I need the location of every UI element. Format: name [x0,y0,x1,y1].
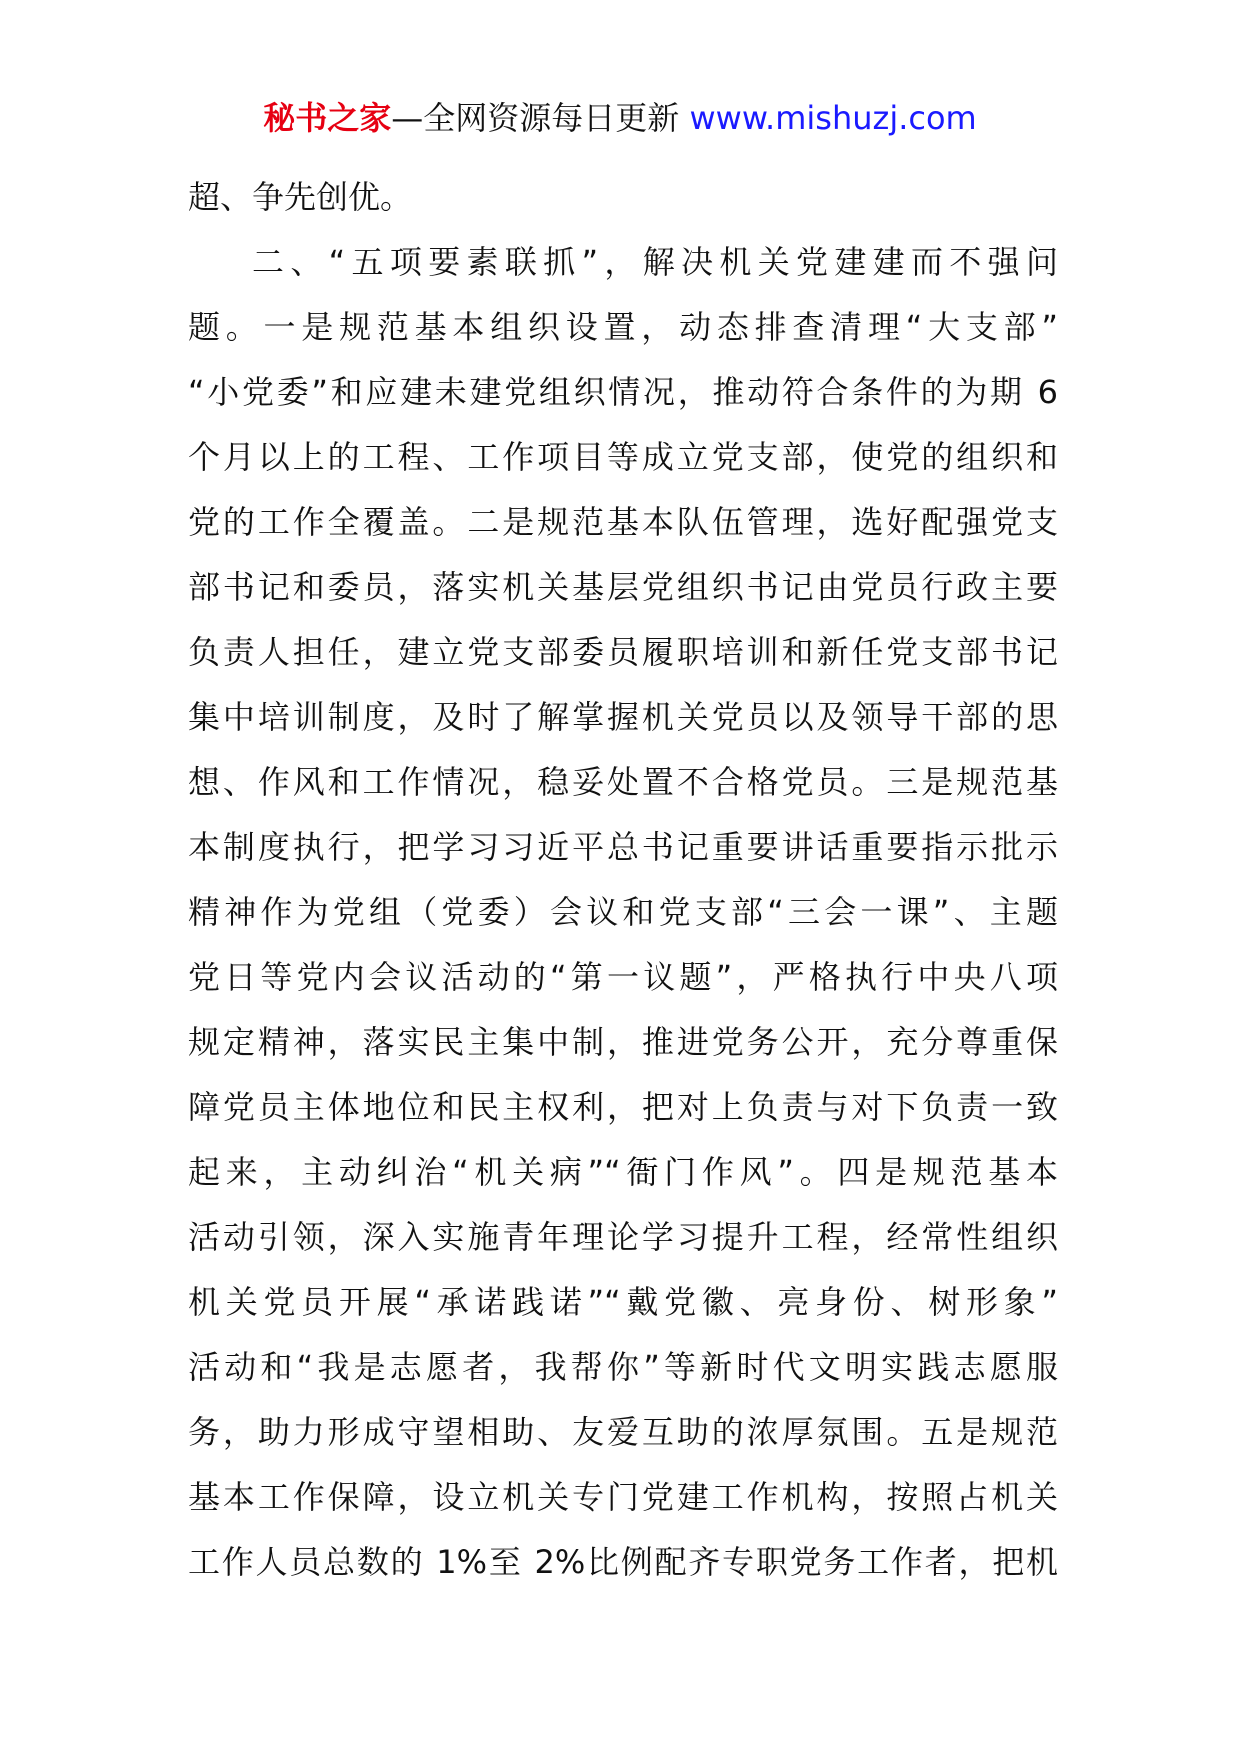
text-line: 起来，主动纠治“机关病”“衙门作风”。四是规范基本 [188,1153,1058,1191]
site-url: www.mishuzj.com [689,99,977,137]
text-line: 活动引领，深入实施青年理论学习提升工程，经常性组织 [188,1218,1058,1256]
text-line: 规定精神，落实民主集中制，推进党务公开，充分尊重保 [188,1023,1058,1061]
text-line: 本制度执行，把学习习近平总书记重要讲话重要指示批示 [188,828,1058,866]
text-line: 工作人员总数的 1%至 2%比例配齐专职党务工作者，把机 [188,1543,1058,1581]
text-line: 活动和“我是志愿者，我帮你”等新时代文明实践志愿服 [188,1348,1058,1386]
text-line: 机关党员开展“承诺践诺”“戴党徽、亮身份、树形象” [188,1283,1058,1321]
text-line: 党的工作全覆盖。二是规范基本队伍管理，选好配强党支 [188,503,1058,541]
text-line: 部书记和委员，落实机关基层党组织书记由党员行政主要 [188,568,1058,606]
site-watermark-header [0,96,1240,140]
text-line: 个月以上的工程、工作项目等成立党支部，使党的组织和 [188,438,1058,476]
text-line: 党日等党内会议活动的“第一议题”，严格执行中央八项 [188,958,1058,996]
text-line: 超、争先创优。 [188,178,413,216]
text-line: 精神作为党组（党委）会议和党支部“三会一课”、主题 [188,893,1058,931]
text-line: 障党员主体地位和民主权利，把对上负责与对下负责一致 [188,1088,1058,1126]
text-line: 基本工作保障，设立机关专门党建工作机构，按照占机关 [188,1478,1058,1516]
text-line: 务，助力形成守望相助、友爱互助的浓厚氛围。五是规范 [188,1413,1058,1451]
document-body [188,165,1058,1595]
text-line: 集中培训制度，及时了解掌握机关党员以及领导干部的思 [188,698,1058,736]
text-line: 题。一是规范基本组织设置，动态排查清理“大支部” [188,308,1058,346]
brand-name: 秘书之家 [263,99,392,137]
text-line: “小党委”和应建未建党组织情况，推动符合条件的为期 6 [188,373,1058,411]
brand-slogan: —全网资源每日更新 [391,99,690,137]
text-line: 想、作风和工作情况，稳妥处置不合格党员。三是规范基 [188,763,1058,801]
text-line: 二、“五项要素联抓”，解决机关党建建而不强问 [252,243,1058,281]
text-line: 负责人担任，建立党支部委员履职培训和新任党支部书记 [188,633,1058,671]
